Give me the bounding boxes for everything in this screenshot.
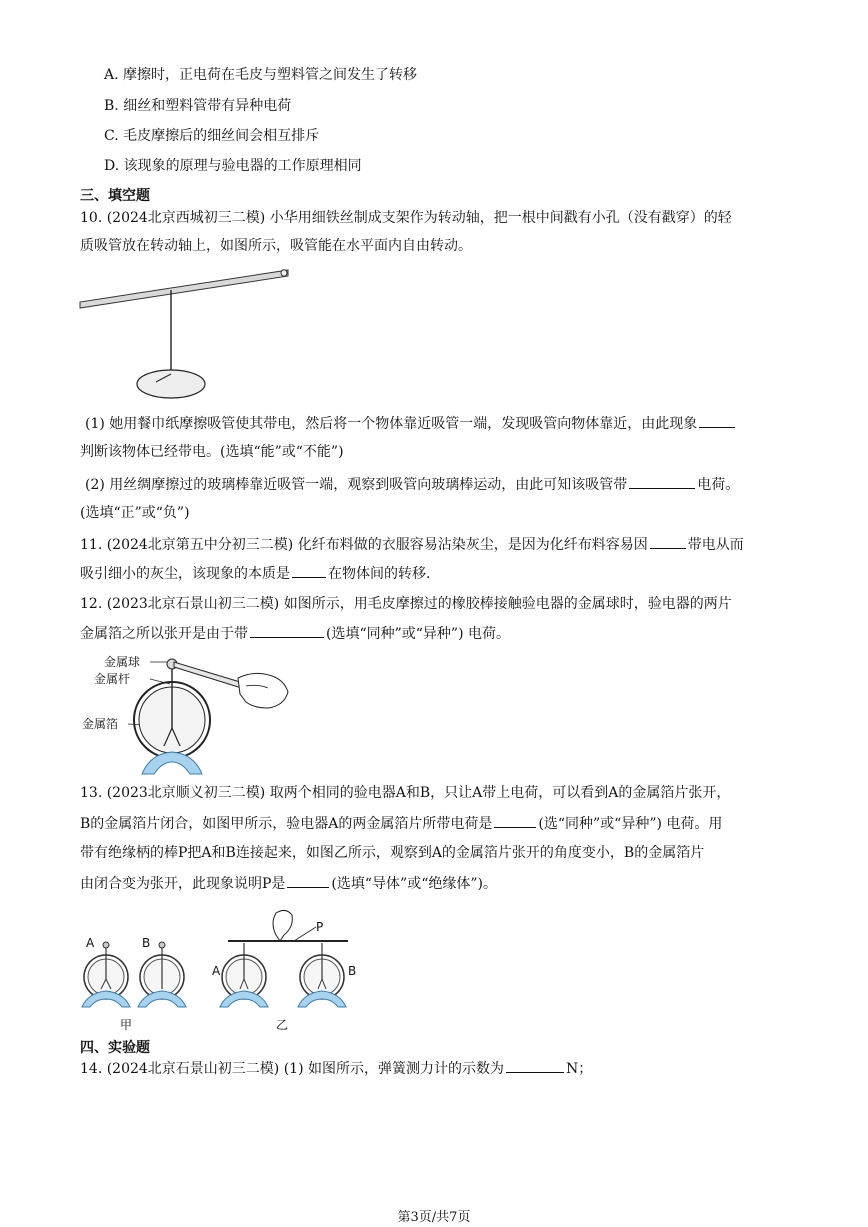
label-metal-foil: 金属箔 xyxy=(82,717,119,731)
q13-line2: B的金属箔片闭合，如图甲所示，验电器A的两金属箔片所带电荷是 (选“同种”或“异种”) 电荷。用 xyxy=(80,813,722,834)
q12-line1: 12. (2023北京石景山初三二模) 如图所示，用毛皮摩擦过的橡胶棒接触验电器的金属球时，验电器的两片 xyxy=(80,596,732,612)
label-metal-rod: 金属杆 xyxy=(94,672,131,686)
q11-blank-2[interactable] xyxy=(292,563,326,578)
q11-blank-1[interactable] xyxy=(650,534,686,549)
svg-text:B: B xyxy=(142,936,151,950)
q11-line1: 11. (2024北京第五中分初三二模) 化纤布料做的衣服容易沾染灰尘，是因为化纤布料容易因 带电从而 xyxy=(80,534,744,555)
option-a: A. 摩擦时，正电荷在毛皮与塑料管之间发生了转移 xyxy=(104,67,418,83)
option-c: C. 毛皮摩擦后的细丝间会相互排斥 xyxy=(104,128,320,144)
svg-text:B: B xyxy=(348,964,357,978)
electroscope-b-jia xyxy=(138,942,186,1007)
q13-line4: 由闭合变为张开，此现象说明P是 (选填“导体”或“绝缘体”)。 xyxy=(80,873,497,894)
electroscope-a-jia xyxy=(82,942,130,1007)
svg-text:P: P xyxy=(316,920,324,934)
straw-rotation-figure xyxy=(76,264,296,404)
electroscopes-ab-figure xyxy=(76,905,376,1035)
electroscope-figure xyxy=(78,650,298,775)
q13-line3: 带有绝缘柄的棒P把A和B连接起来，如图乙所示，观察到A的金属箔片张开的角度变小，B的金属箔片 xyxy=(80,845,705,861)
option-d: D. 该现象的原理与验电器的工作原理相同 xyxy=(104,158,362,174)
svg-text:A: A xyxy=(86,936,95,950)
q10-line1: 10. (2024北京西城初三二模) 小华用细铁丝制成支架作为转动轴，把一根中间戳有小孔（没有戳穿）的轻 xyxy=(80,210,732,226)
q12-line2: 金属箔之所以张开是由于带 (选填“同种”或“异种”) 电荷。 xyxy=(80,623,510,644)
q13-blank-2[interactable] xyxy=(287,873,329,888)
q13-blank-1[interactable] xyxy=(494,813,536,828)
label-yi: 乙 xyxy=(276,1018,289,1032)
page-footer: 第3页/共7页 xyxy=(397,1210,471,1225)
q12-blank[interactable] xyxy=(250,623,324,638)
q14-line1: 14. (2024北京石景山初三二模) (1) 如图所示，弹簧测力计的示数为 N； xyxy=(80,1058,592,1079)
label-metal-ball: 金属球 xyxy=(104,655,141,669)
q10-part2-a: (2) 用丝绸摩擦过的玻璃棒靠近吸管一端，观察到吸管向玻璃棒运动，由此可知该吸管带 电荷。 xyxy=(85,474,739,495)
q10-part1-b: 判断该物体已经带电。(选填“能”或“不能”) xyxy=(80,444,344,460)
option-b: B. 细丝和塑料管带有异种电荷 xyxy=(104,98,292,114)
q11-line2: 吸引细小的灰尘，该现象的本质是 在物体间的转移. xyxy=(80,563,430,584)
q10-blank-2[interactable] xyxy=(629,474,695,489)
section-heading-experiment: 四、实验题 xyxy=(80,1040,150,1056)
label-jia: 甲 xyxy=(120,1018,133,1032)
section-heading-fill-blank: 三、填空题 xyxy=(80,188,150,204)
q13-line1: 13. (2023北京顺义初三二模) 取两个相同的验电器A和B，只让A带上电荷，可以看到A的金属箔片张开， xyxy=(80,785,731,801)
svg-text:A: A xyxy=(212,964,221,978)
q14-blank[interactable] xyxy=(506,1058,564,1073)
q10-part2-b: (选填“正”或“负”) xyxy=(80,505,190,521)
electroscope-b-yi xyxy=(298,943,346,1007)
q10-blank-1[interactable] xyxy=(699,413,735,428)
electroscope-a-yi xyxy=(220,943,268,1007)
q10-part1-a: (1) 她用餐巾纸摩擦吸管使其带电，然后将一个物体靠近吸管一端，发现吸管向物体靠近，由此现象 xyxy=(85,413,737,434)
q10-line2: 质吸管放在转动轴上，如图所示，吸管能在水平面内自由转动。 xyxy=(80,238,472,254)
